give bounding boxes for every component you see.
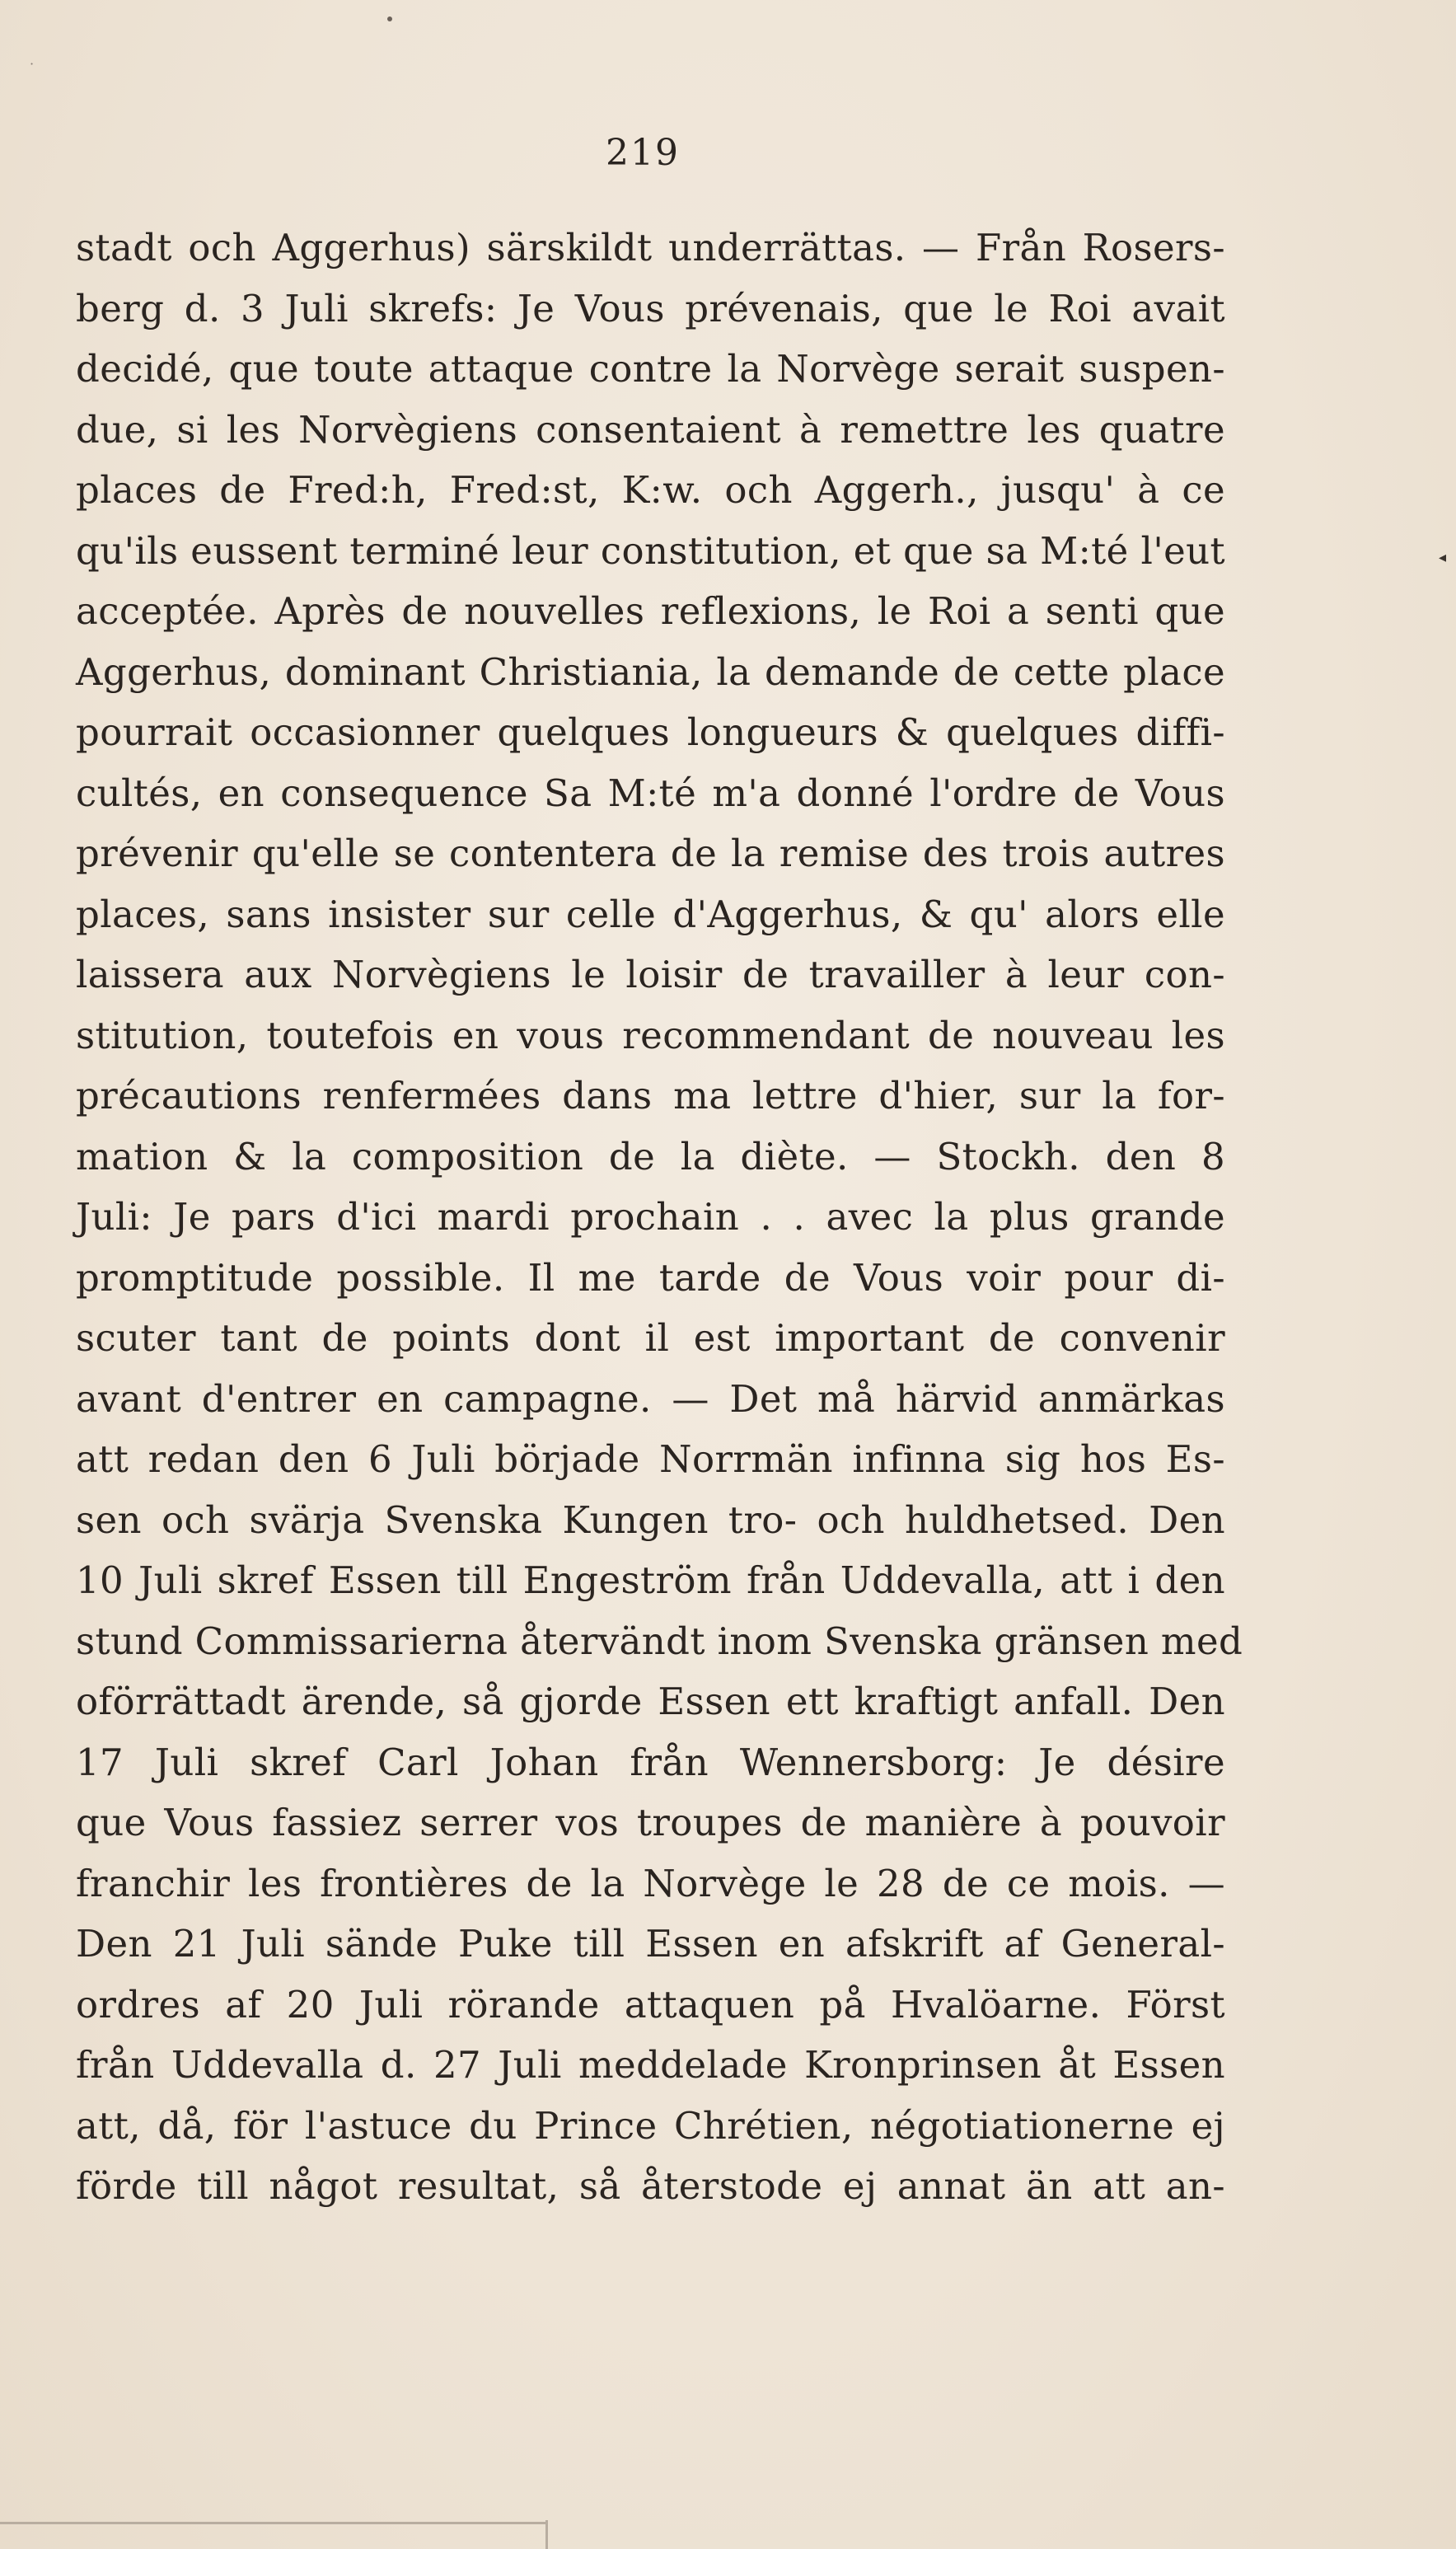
text-line: ordres af 20 Juli rörande attaquen på Hvalöarne. Först [76, 1982, 1225, 2027]
text-line: stitution, toutefois en vous recommendant de nouveau les [76, 1013, 1225, 1057]
scan-speck: ◂ [1439, 549, 1447, 566]
text-line: que Vous fassiez serrer vos troupes de manière à pouvoir [76, 1801, 1225, 1844]
text-line: från Uddevalla d. 27 Juli meddelade Kronprinsen åt Essen [76, 2043, 1225, 2087]
text-line: 10 Juli skref Essen till Engeström från Uddevalla, att i den [76, 1558, 1225, 1602]
page-number: 219 [606, 132, 680, 174]
scan-speck [387, 16, 392, 21]
text-line: acceptée. Après de nouvelles reflexions, le Roi a senti que [76, 589, 1225, 633]
text-line: berg d. 3 Juli skrefs: Je Vous prévenais, que le Roi avait [76, 286, 1225, 330]
text-line: decidé, que toute attaque contre la Norvège serait suspen- [76, 347, 1225, 391]
text-line: pourrait occasionner quelques longueurs & quelques diffi- [76, 710, 1225, 754]
text-line: franchir les frontières de la Norvège le 28 de ce mois. — [76, 1861, 1225, 1905]
text-line: att redan den 6 Juli började Norrmän infinna sig hos Es- [76, 1437, 1225, 1481]
text-line: prévenir qu'elle se contentera de la remise des trois autres [76, 832, 1225, 875]
scan-edge-rule [0, 2522, 547, 2524]
text-line: Juli: Je pars d'ici mardi prochain . . avec la plus grande [76, 1195, 1225, 1239]
text-line: places, sans insister sur celle d'Aggerhus, & qu' alors elle [76, 892, 1225, 936]
text-line: places de Fred:h, Fred:st, K:w. och Aggerh., jusqu' à ce [76, 468, 1225, 512]
text-line: 17 Juli skref Carl Johan från Wennersborg: Je désire [76, 1740, 1225, 1784]
scan-edge-tick [545, 2520, 548, 2549]
text-line: avant d'entrer en campagne. — Det må härvid anmärkas [76, 1376, 1225, 1421]
text-line: promptitude possible. Il me tarde de Vous voir pour di- [76, 1255, 1225, 1300]
text-line: due, si les Norvègiens consentaient à remettre les quatre [76, 407, 1225, 452]
text-line: att, då, för l'astuce du Prince Chrétien, négotiationerne ej [76, 2103, 1225, 2148]
text-line: oförrättadt ärende, så gjorde Essen ett kraftigt anfall. Den [76, 1680, 1225, 1723]
body-text [76, 218, 1243, 2217]
scan-speck: · [30, 56, 35, 72]
text-line: sen och svärja Svenska Kungen tro- och huldhetsed. Den [76, 1497, 1225, 1542]
text-line: Aggerhus, dominant Christiania, la demande de cette place [76, 649, 1225, 694]
text-line: cultés, en consequence Sa M:té m'a donné l'ordre de Vous [76, 771, 1225, 815]
text-line: Den 21 Juli sände Puke till Essen en afskrift af General- [76, 1922, 1225, 1966]
text-line: qu'ils eussent terminé leur constitution, et que sa M:té l'eut [76, 528, 1225, 573]
text-line: scuter tant de points dont il est important de convenir [76, 1316, 1225, 1360]
text-line: stund Commissarierna återvändt inom Svenska gränsen med [76, 1619, 1243, 1663]
text-line: mation & la composition de la diète. — Stockh. den 8 [76, 1134, 1225, 1178]
text-line: laissera aux Norvègiens le loisir de travailler à leur con- [76, 953, 1225, 996]
text-line: précautions renfermées dans ma lettre d'hier, sur la for- [76, 1074, 1225, 1118]
text-line: förde till något resultat, så återstode ej annat än att an- [76, 2164, 1225, 2208]
text-line: stadt och Aggerhus) särskildt underrättas. — Från Rosers- [76, 226, 1225, 269]
